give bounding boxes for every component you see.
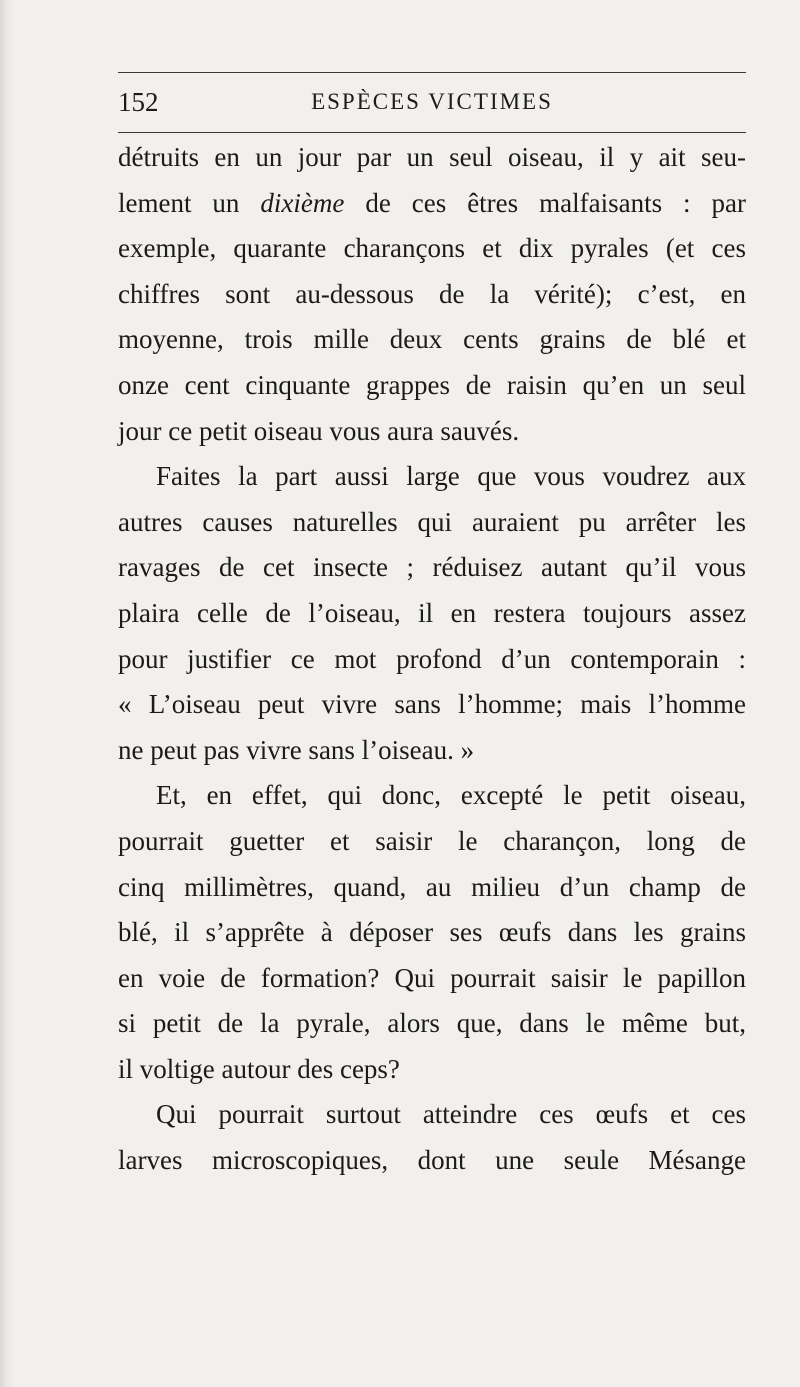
- page-number: 152: [118, 87, 159, 117]
- text-line: [118, 181, 746, 227]
- text-line: pour justifier ce mot profond d’un contemporain :: [118, 643, 746, 674]
- text-line: ne peut pas vivre sans l’oiseau. »: [118, 734, 475, 765]
- text-line: « L’oiseau peut vivre sans l’homme; mais l’homme: [118, 689, 746, 720]
- text-line: Qui pourrait surtout atteindre ces œufs et ces: [156, 1099, 746, 1130]
- text-segment: de ces êtres malfaisants : par: [344, 187, 746, 218]
- text-segment: lement un: [118, 187, 261, 218]
- text-line: onze cent cinquante grappes de raisin qu’en un seul: [118, 369, 746, 400]
- text-line: chiffres sont au-dessous de la vérité); c’est, en: [118, 278, 746, 309]
- text-line: pourrait guetter et saisir le charançon, long de: [118, 825, 746, 856]
- text-line: autres causes naturelles qui auraient pu arrêter les: [118, 506, 746, 537]
- page-edge-shadow: [0, 0, 14, 1387]
- text-line: détruits en un jour par un seul oiseau, il y ait seu-: [118, 142, 746, 172]
- body-text: [118, 135, 746, 1184]
- header-rule-bottom: [118, 132, 746, 133]
- text-line: moyenne, trois mille deux cents grains de blé et: [118, 324, 746, 355]
- text-line: jour ce petit oiseau vous aura sauvés.: [118, 415, 520, 446]
- text-line: larves microscopiques, dont une seule Mésange: [118, 1145, 746, 1176]
- text-line: si petit de la pyrale, alors que, dans le même but,: [118, 1008, 746, 1039]
- text-line: blé, il s’apprête à déposer ses œufs dans les grains: [118, 917, 746, 948]
- text-line: Faites la part aussi large que vous voudrez aux: [156, 461, 746, 492]
- running-header: [118, 84, 746, 120]
- running-title: ESPÈCES VICTIMES: [311, 89, 553, 114]
- text-line: Et, en effet, qui donc, excepté le petit oiseau,: [156, 780, 746, 811]
- italic-word: dixième: [260, 187, 345, 218]
- text-line: exemple, quarante charançons et dix pyrales (et ces: [118, 233, 746, 264]
- text-line: plaira celle de l’oiseau, il en restera toujours assez: [118, 597, 746, 628]
- header-rule-top: [118, 72, 746, 73]
- text-line: il voltige autour des ceps?: [118, 1053, 400, 1084]
- text-line: cinq millimètres, quand, au milieu d’un champ de: [118, 871, 746, 902]
- text-line: en voie de formation? Qui pourrait saisir le papillon: [118, 962, 746, 993]
- text-line: ravages de cet insecte ; réduisez autant qu’il vous: [118, 552, 746, 583]
